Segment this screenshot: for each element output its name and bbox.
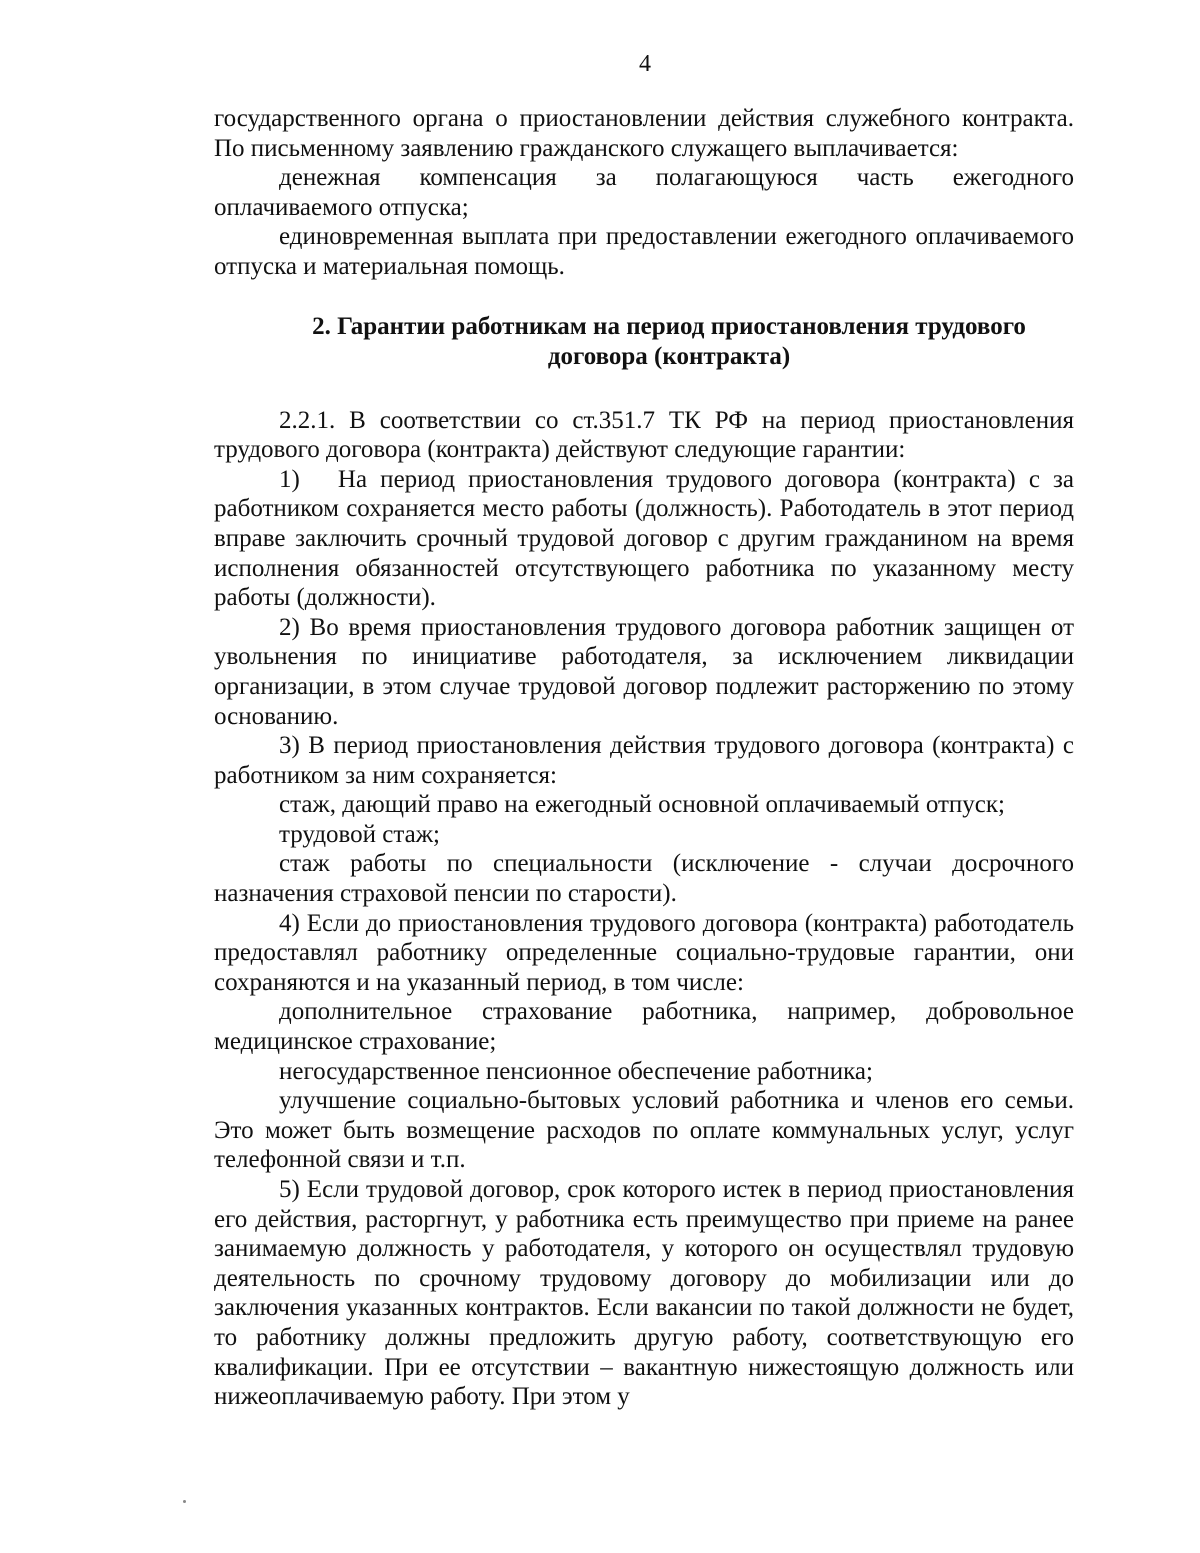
- paragraph-item-3: 3) В период приостановления действия трудового договора (контракта) с работником за ним сохраняется:: [214, 732, 1074, 789]
- paragraph-top-1: государственного органа о приостановлении действия служебного контракта. По письменному заявлению гражданского служащего выплачивается:: [214, 105, 1074, 162]
- paragraph-item-4-a: дополнительное страхование работника, например, добровольное медицинское страхование;: [214, 998, 1074, 1056]
- paragraph-top-2: денежная компенсация за полагающуюся часть ежегодного оплачиваемого отпуска;: [214, 164, 1074, 221]
- section-heading: [214, 312, 1074, 372]
- section-heading-line-1: 2. Гарантии работникам на период приостановления трудового: [312, 312, 1026, 340]
- section-heading-line-2: договора (контракта): [547, 342, 791, 370]
- paragraph-item-2: 2) Во время приостановления трудового договора работник защищен от увольнения по инициативе работодателя, за исключением ликвидации организации, в этом случае трудовой договор подлежит расторжению по этому основанию.: [214, 613, 1074, 730]
- paragraph-2-2-1: 2.2.1. В соответствии со ст.351.7 ТК РФ на период приостановления трудового договора (контракта) действуют следующие гарантии:: [214, 406, 1074, 464]
- paragraph-item-5: 5) Если трудовой договор, срок которого истек в период приостановления его действия, расторгнут, у работника есть преимущество при приеме на ранее занимаемую должность у работодателя, у которого он осуществлял трудовую деятельность по срочному трудовому договору до мобилизации или до заключения указанных контрактов. Если вакансии по такой должности не будет, то работнику должны предложить другую работу, соответствующую его квалификации. При ее отсутствии – вакантную нижестоящую должность или нижеоплачиваемую работу. При этом у: [214, 1176, 1074, 1411]
- paragraph-item-4-b: негосударственное пенсионное обеспечение работника;: [279, 1057, 873, 1085]
- paragraph-item-3-a: стаж, дающий право на ежегодный основной оплачиваемый отпуск;: [279, 791, 1005, 819]
- paragraph-item-1: 1) На период приостановления трудового договора (контракта) с за работником сохраняется место работы (должность). Работодатель в этот период вправе заключить срочный трудовой договор с другим гражданином на время исполнения обязанностей отсутствующего работника по указанному месту работы (должности).: [214, 465, 1074, 612]
- paragraph-item-4: 4) Если до приостановления трудового договора (контракта) работодатель предоставлял работнику определенные социально-трудовые гарантии, они сохраняются и на указанный период, в том числе:: [214, 909, 1074, 996]
- document-body: [214, 104, 1074, 1412]
- paragraph-top-3: единовременная выплата при предоставлении ежегодного оплачиваемого отпуска и материальная помощь.: [214, 223, 1074, 280]
- scan-speck: [183, 1500, 186, 1503]
- paragraph-item-4-c: улучшение социально-бытовых условий работника и членов его семьи. Это может быть возмещение расходов по оплате коммунальных услуг, услуг телефонной связи и т.п.: [214, 1087, 1074, 1174]
- page-number: 4: [639, 51, 651, 77]
- paragraph-item-3-b: трудовой стаж;: [279, 820, 440, 848]
- paragraph-item-3-c: стаж работы по специальности (исключение - случаи досрочного назначения страховой пенсии по старости).: [214, 850, 1074, 908]
